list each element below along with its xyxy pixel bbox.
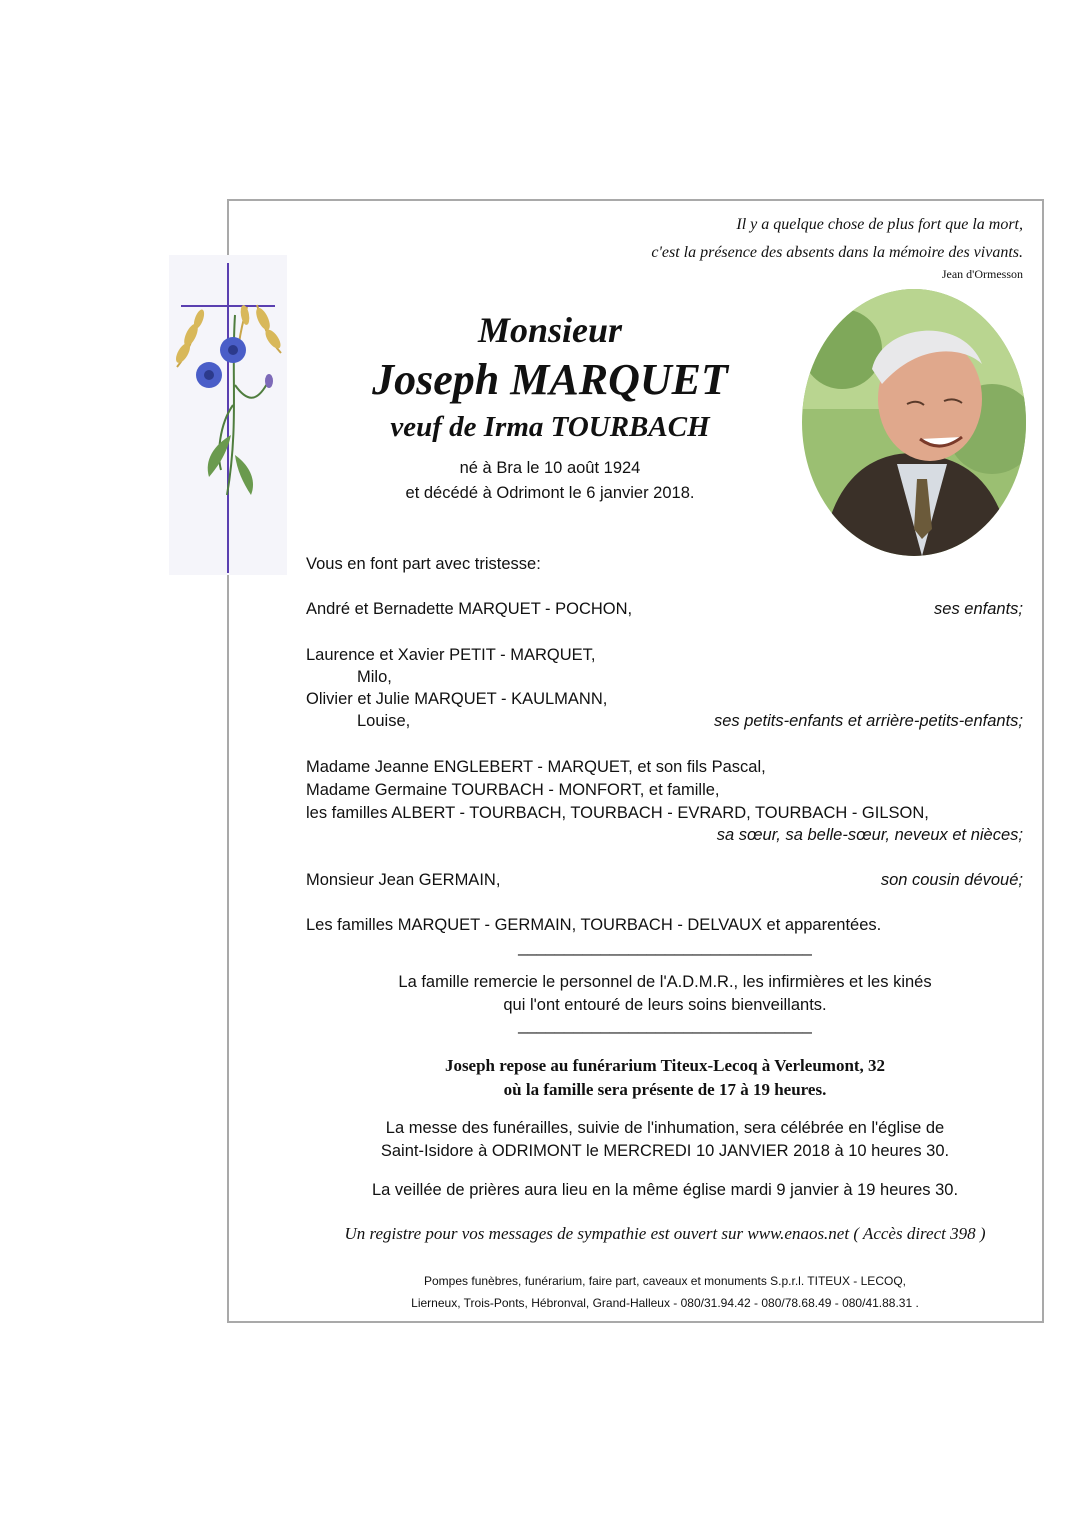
thanks-line-2: qui l'ont entouré de leurs soins bienveillants. [503, 996, 827, 1014]
family-intro: Vous en font part avec tristesse: [306, 555, 541, 573]
siblings-relation: sa sœur, sa belle-sœur, neveux et nièces; [716, 826, 1023, 844]
quote-line-2: c'est la présence des absents dans la mémoire des vivants. [651, 244, 1023, 261]
portrait-icon [802, 289, 1026, 556]
footer-line-2: Lierneux, Trois-Ponts, Hébronval, Grand-Halleux - 080/31.94.42 - 080/78.68.49 - 080/41.88.31 . [411, 1296, 919, 1310]
great-grandchild-2: Louise, [357, 712, 411, 730]
separator-2: ________________________________ [518, 1016, 812, 1034]
sibling-1: Madame Jeanne ENGLEBERT - MARQUET, et son fils Pascal, [306, 758, 766, 776]
deceased-photo [802, 289, 1026, 556]
children-relation: ses enfants; [934, 600, 1023, 618]
thanks-line-1: La famille remercie le personnel de l'A.D.M.R., les infirmières et les kinés [398, 973, 932, 991]
spouse-line: veuf de Irma TOURBACH [390, 411, 710, 443]
separator-1: ________________________________ [518, 938, 812, 956]
register-line: Un registre pour vos messages de sympathie est ouvert sur www.enaos.net ( Accès direct 398 ) [344, 1224, 986, 1243]
deceased-name: Joseph MARQUET [372, 355, 728, 404]
death-line: et décédé à Odrimont le 6 janvier 2018. [405, 484, 695, 502]
birth-line: né à Bra le 10 août 1924 [459, 459, 641, 477]
mass-line-2: Saint-Isidore à ODRIMONT le MERCREDI 10 JANVIER 2018 à 10 heures 30. [380, 1142, 950, 1160]
title: Monsieur [477, 310, 623, 350]
cousin-name: Monsieur Jean GERMAIN, [306, 871, 501, 889]
sibling-3: les familles ALBERT - TOURBACH, TOURBACH - EVRARD, TOURBACH - GILSON, [306, 804, 929, 822]
grandchildren-relation: ses petits-enfants et arrière-petits-enfants; [713, 712, 1023, 730]
grandchild-1: Laurence et Xavier PETIT - MARQUET, [306, 646, 596, 664]
mass-line-1: La messe des funérailles, suivie de l'inhumation, sera célébrée en l'église de [385, 1119, 945, 1137]
great-grandchild-1: Milo, [357, 668, 392, 686]
sibling-2: Madame Germaine TOURBACH - MONFORT, et famille, [306, 781, 720, 799]
extended-families: Les familles MARQUET - GERMAIN, TOURBACH - DELVAUX et apparentées. [306, 916, 882, 934]
cross-illustration [169, 255, 287, 575]
vigil-line: La veillée de prières aura lieu en la même église mardi 9 janvier à 19 heures 30. [371, 1181, 959, 1199]
rest-line-1: Joseph repose au funérarium Titeux-Lecoq à Verleumont, 32 [444, 1056, 886, 1075]
cross-flower-icon [169, 255, 287, 575]
rest-line-2: où la famille sera présente de 17 à 19 heures. [503, 1080, 827, 1099]
footer-line-1: Pompes funèbres, funérarium, faire part, caveaux et monuments S.p.r.l. TITEUX - LECOQ, [424, 1274, 906, 1288]
cousin-relation: son cousin dévoué; [880, 871, 1023, 889]
quote-line-1: Il y a quelque chose de plus fort que la mort, [736, 216, 1023, 233]
quote-author: Jean d'Ormesson [941, 267, 1023, 281]
grandchild-2: Olivier et Julie MARQUET - KAULMANN, [306, 690, 608, 708]
children-names: André et Bernadette MARQUET - POCHON, [306, 600, 633, 618]
